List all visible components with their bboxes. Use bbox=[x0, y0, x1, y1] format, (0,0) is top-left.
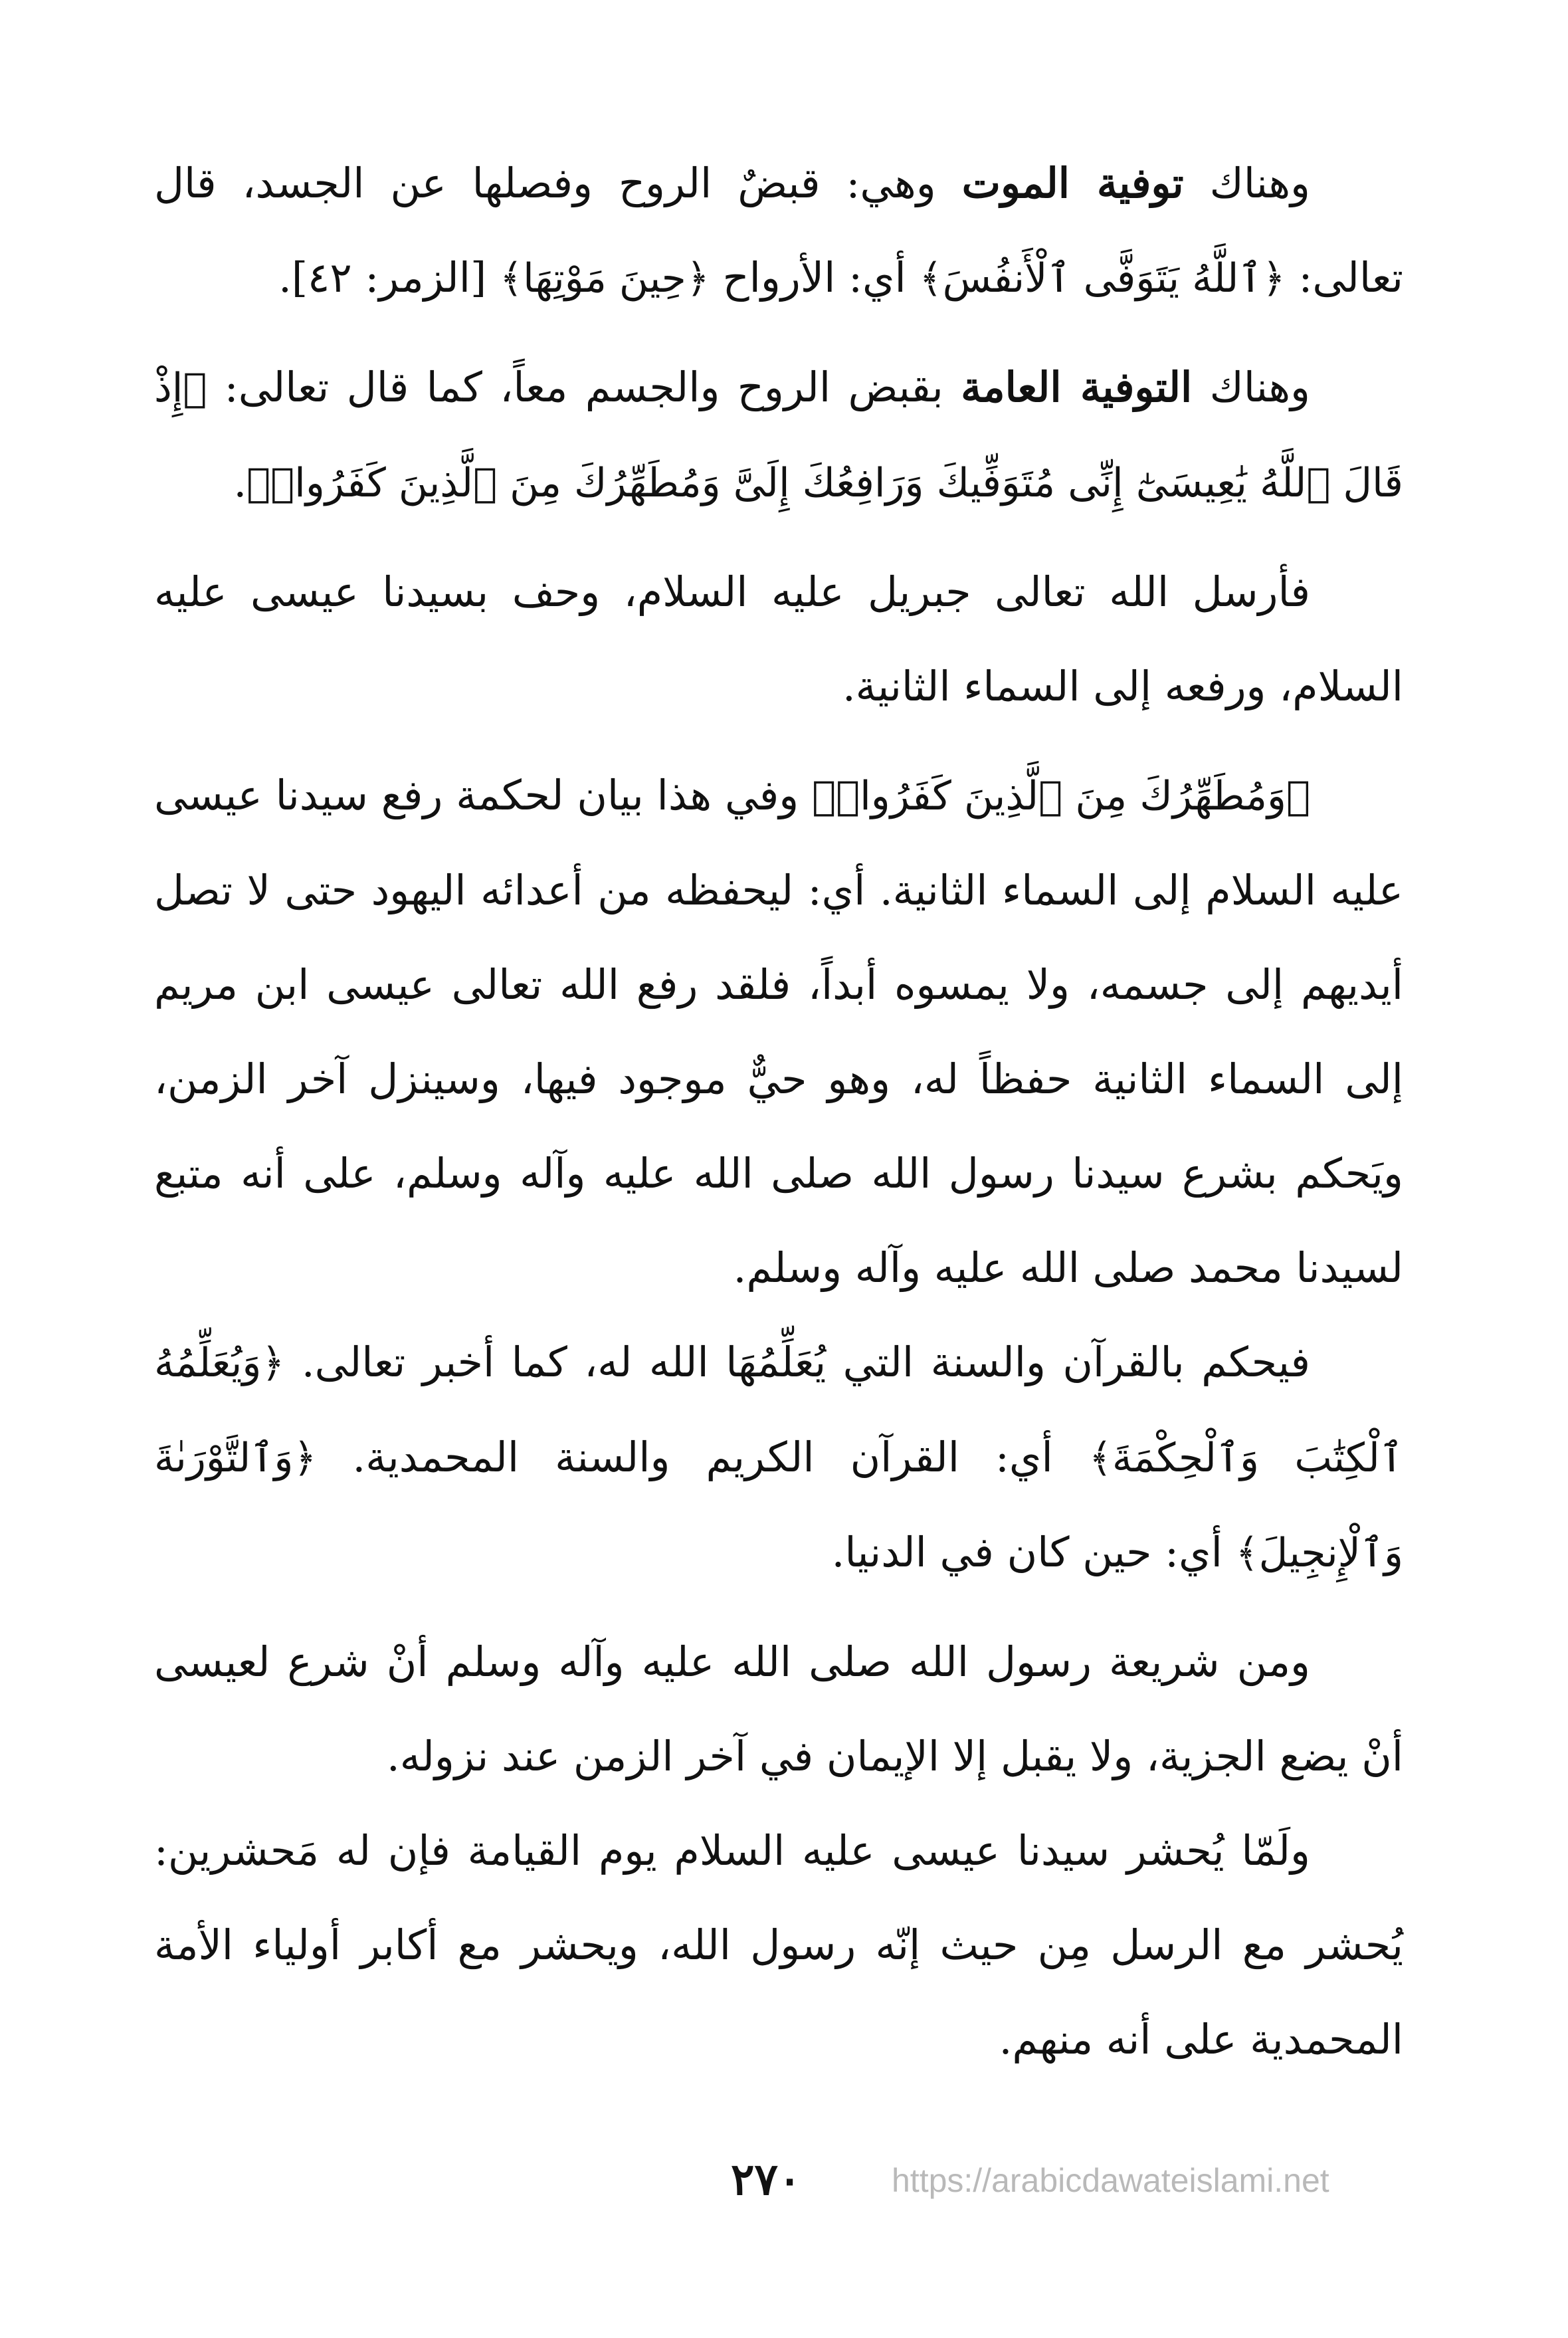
paragraph bbox=[154, 748, 1403, 1315]
paragraph bbox=[154, 136, 1403, 326]
bold-term: توفية الموت bbox=[961, 159, 1184, 207]
paragraph bbox=[154, 1615, 1403, 1804]
quran-verse: ﴿ٱللَّهُ يَتَوَفَّى ٱلْأَنفُسَ﴾ bbox=[919, 255, 1286, 302]
text-segment: فيحكم بالقرآن والسنة التي يُعَلِّمُهَا الله له، كما أخبر تعالى. bbox=[284, 1338, 1310, 1386]
text-segment: بقبض الروح والجسم معاً، كما قال تعالى: bbox=[207, 363, 961, 411]
quran-verse: ﴿وَيُعَلِّمُهُ ٱلْكِتَٰبَ وَٱلْحِكْمَةَ﴾ bbox=[154, 1340, 1403, 1481]
page-number: ٢٧٠ bbox=[731, 2153, 802, 2205]
text-segment: وهناك bbox=[1192, 363, 1310, 411]
quran-verse: ﴿إِذْ قَالَ ٱللَّهُ يَٰعِيسَىٰٓ إِنِّى مُتَوَفِّيكَ وَرَافِعُكَ إِلَىَّ وَمُطَهِّرُكَ مِنَ ٱلَّذِينَ كَفَرُوا۟﴾ bbox=[154, 365, 1403, 506]
text-segment: وهناك bbox=[1183, 159, 1310, 207]
quran-verse: ﴿حِينَ مَوْتِهَا﴾ bbox=[499, 255, 710, 302]
page-footer bbox=[0, 2153, 1568, 2233]
text-segment: فأرسل الله تعالى جبريل عليه السلام، وحف بسيدنا عيسى عليه السلام، ورفعه إلى السماء الثانية. bbox=[154, 568, 1403, 710]
text-segment: . bbox=[233, 458, 247, 506]
watermark-url: https://arabicdawateislami.net bbox=[892, 2162, 1329, 2199]
text-segment: [الزمر: ٤٢]. bbox=[278, 253, 500, 302]
text-segment: أي: الأرواح bbox=[709, 253, 920, 302]
quran-verse: ﴿وَمُطَهِّرُكَ مِنَ ٱلَّذِينَ كَفَرُوا۟﴾ bbox=[812, 773, 1310, 819]
page-body-text bbox=[154, 136, 1403, 2087]
text-segment: أي: حين كان في الدنيا. bbox=[831, 1528, 1236, 1576]
paragraph bbox=[154, 340, 1403, 530]
text-segment: وهي: قبضٌ الروح وفصلها عن الجسد، قال تعالى: bbox=[154, 159, 1403, 302]
text-segment: ولَمّا يُحشر سيدنا عيسى عليه السلام يوم القيامة فإن له مَحشرين: يُحشر مع الرسل مِن حيث إنّه رسول الله، ويحشر مع أكابر أولياء الأمة المحمدية على أنه منهم. bbox=[154, 1826, 1403, 2064]
text-segment: أي: القرآن الكريم والسنة المحمدية. bbox=[316, 1433, 1089, 1481]
paragraph bbox=[154, 1315, 1403, 1600]
text-segment: ومن شريعة رسول الله صلى الله عليه وآله وسلم أنْ شرع لعيسى أنْ يضع الجزية، ولا يقبل إلا الإيمان في آخر الزمن عند نزوله. bbox=[154, 1638, 1403, 1780]
paragraph bbox=[154, 1804, 1403, 2087]
quran-verse: ﴿وَٱلتَّوْرَىٰةَ وَٱلْإِنجِيلَ﴾ bbox=[154, 1435, 1403, 1576]
text-segment: وفي هذا بيان لحكمة رفع سيدنا عيسى عليه السلام إلى السماء الثانية. أي: ليحفظه من أعدائه اليهود حتى لا تصل أيديهم إلى جسمه، ولا يمسوه أبداً، فلقد رفع الله تعالى عيسى ابن مريم إلى السماء الثانية حفظاً له، وهو حيٌّ موجود فيها، وسينزل آخر الزمن، ويَحكم بشرع سيدنا رسول الله صلى الله عليه وآله وسلم، على أنه متبع لسيدنا محمد صلى الله عليه وآله وسلم. bbox=[154, 771, 1403, 1292]
paragraph bbox=[154, 545, 1403, 734]
bold-term: التوفية العامة bbox=[961, 363, 1193, 411]
